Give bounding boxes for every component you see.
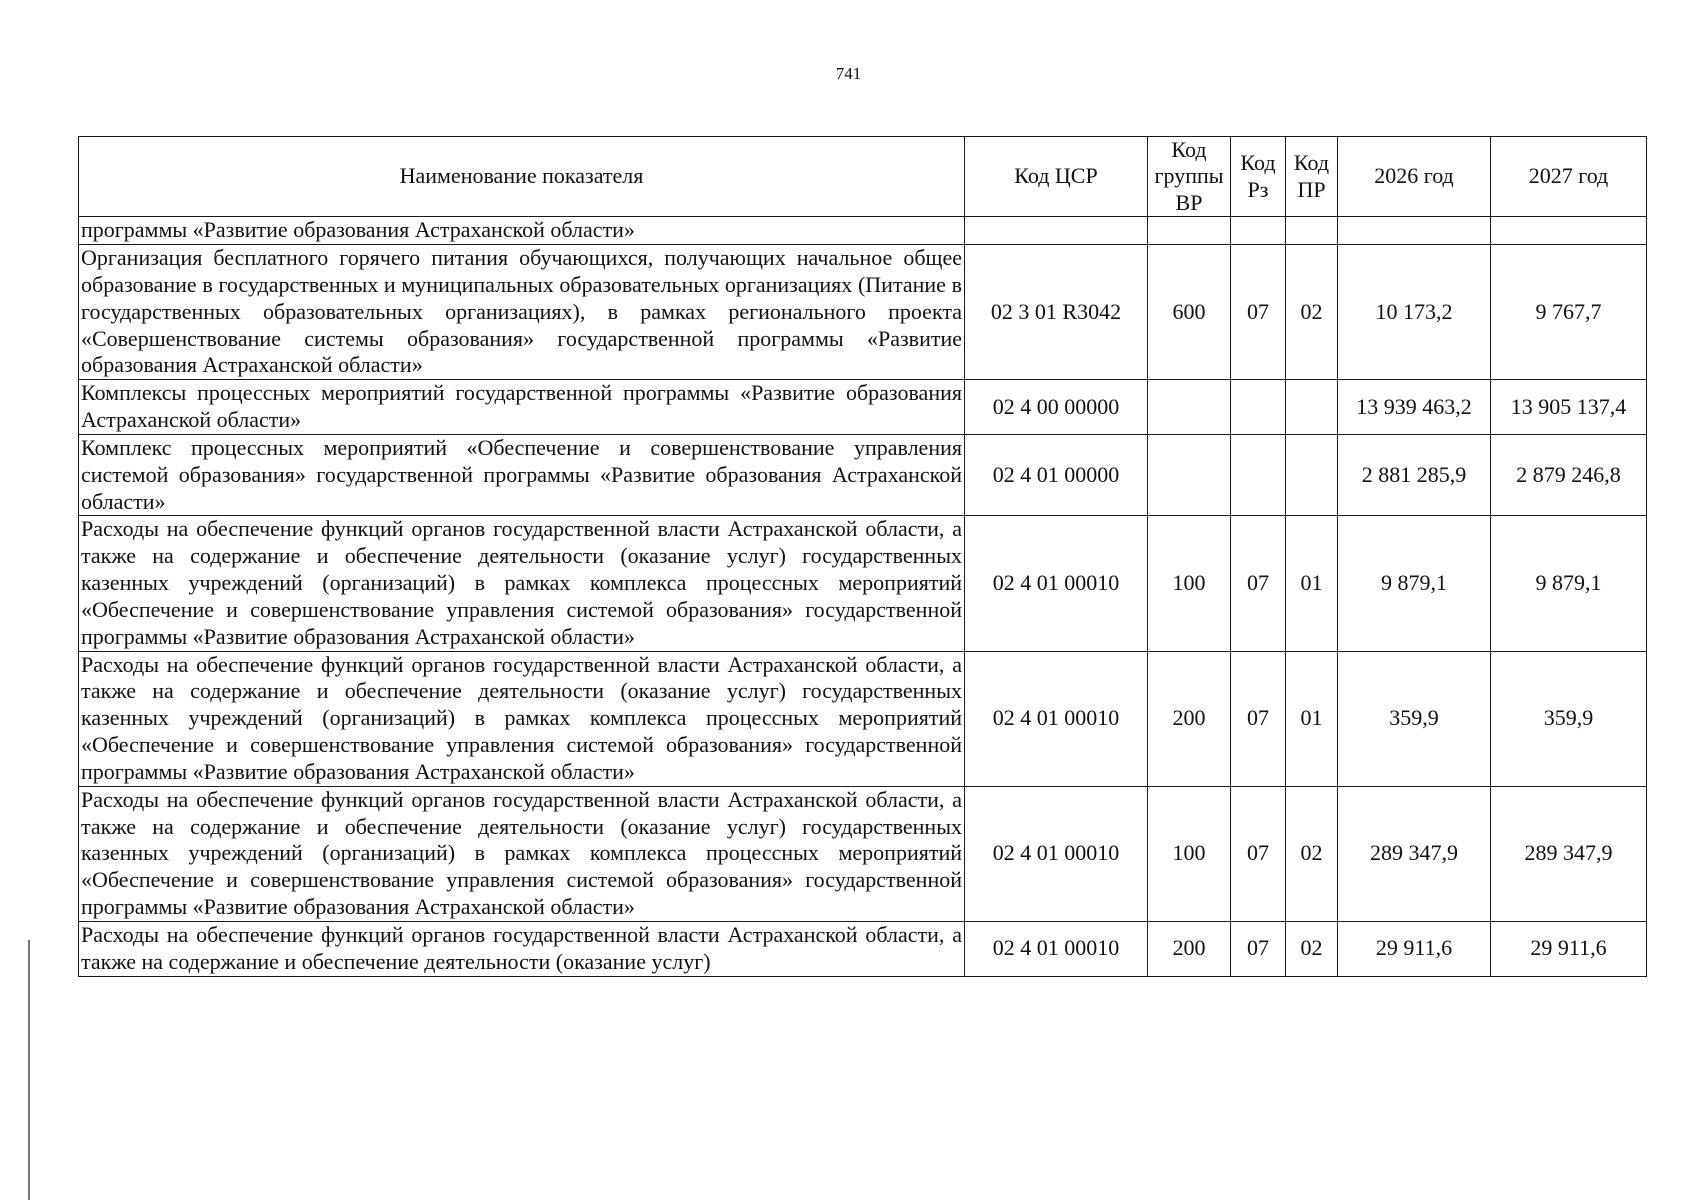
cell-pr: 01 — [1286, 516, 1338, 651]
cell-name: Организация бесплатного горячего питания обучающихся, получающих начальное общее образование в государственных и муниципальных образовательных организациях (Питание в государственных образовательных организациях), в рамках регионального проекта «Совершенствование системы образования» государственной программы «Развитие образования Астраханской области» — [79, 245, 965, 380]
header-2026: 2026 год — [1338, 137, 1491, 217]
header-pr: Код ПР — [1286, 137, 1338, 217]
header-row — [79, 137, 1647, 217]
cell-csr — [965, 217, 1148, 245]
header-rz: Код Рз — [1231, 137, 1286, 217]
cell-name: Расходы на обеспечение функций органов государственной власти Астраханской области, а также на содержание и обеспечение деятельности (оказание услуг) государственных казенных учреждений (организаций) в рамках комплекса процессных мероприятий «Обеспечение и совершенствование управления системой образования» государственной программы «Развитие образования Астраханской области» — [79, 786, 965, 921]
cell-vr: 100 — [1148, 786, 1231, 921]
cell-csr: 02 4 01 00010 — [965, 516, 1148, 651]
table-row — [79, 651, 1647, 786]
cell-rz — [1231, 434, 1286, 515]
cell-pr — [1286, 380, 1338, 435]
cell-2027: 2 879 246,8 — [1491, 434, 1647, 515]
cell-2026: 2 881 285,9 — [1338, 434, 1491, 515]
cell-pr: 02 — [1286, 921, 1338, 976]
cell-rz: 07 — [1231, 245, 1286, 380]
cell-vr — [1148, 380, 1231, 435]
cell-rz: 07 — [1231, 786, 1286, 921]
cell-2026: 9 879,1 — [1338, 516, 1491, 651]
cell-2026: 289 347,9 — [1338, 786, 1491, 921]
cell-csr: 02 4 01 00010 — [965, 921, 1148, 976]
cell-csr: 02 4 00 00000 — [965, 380, 1148, 435]
cell-vr: 600 — [1148, 245, 1231, 380]
cell-csr: 02 3 01 R3042 — [965, 245, 1148, 380]
cell-rz — [1231, 217, 1286, 245]
scan-edge-line — [28, 940, 30, 1200]
cell-vr: 100 — [1148, 516, 1231, 651]
cell-2026: 10 173,2 — [1338, 245, 1491, 380]
cell-csr: 02 4 01 00010 — [965, 786, 1148, 921]
table-row — [79, 380, 1647, 435]
cell-vr: 200 — [1148, 651, 1231, 786]
cell-csr: 02 4 01 00010 — [965, 651, 1148, 786]
cell-vr: 200 — [1148, 921, 1231, 976]
header-csr: Код ЦСР — [965, 137, 1148, 217]
cell-name: Расходы на обеспечение функций органов государственной власти Астраханской области, а также на содержание и обеспечение деятельности (оказание услуг) — [79, 921, 965, 976]
cell-vr — [1148, 434, 1231, 515]
table-row — [79, 786, 1647, 921]
cell-2027: 13 905 137,4 — [1491, 380, 1647, 435]
cell-pr: 02 — [1286, 245, 1338, 380]
page-number: 741 — [835, 64, 862, 83]
cell-2027: 29 911,6 — [1491, 921, 1647, 976]
cell-name: Комплексы процессных мероприятий государственной программы «Развитие образования Астраханской области» — [79, 380, 965, 435]
table-row — [79, 217, 1647, 245]
cell-name: Комплекс процессных мероприятий «Обеспечение и совершенствование управления системой образования» государственной программы «Развитие образования Астраханской области» — [79, 434, 965, 515]
cell-2027: 9 879,1 — [1491, 516, 1647, 651]
cell-2026 — [1338, 217, 1491, 245]
budget-table — [78, 136, 1647, 977]
cell-name: Расходы на обеспечение функций органов государственной власти Астраханской области, а также на содержание и обеспечение деятельности (оказание услуг) государственных казенных учреждений (организаций) в рамках комплекса процессных мероприятий «Обеспечение и совершенствование управления системой образования» государственной программы «Развитие образования Астраханской области» — [79, 651, 965, 786]
cell-name: программы «Развитие образования Астраханской области» — [79, 217, 965, 245]
cell-2027 — [1491, 217, 1647, 245]
header-name: Наименование показателя — [79, 137, 965, 217]
cell-pr — [1286, 217, 1338, 245]
cell-csr: 02 4 01 00000 — [965, 434, 1148, 515]
table-row — [79, 516, 1647, 651]
header-vr: Код группы ВР — [1148, 137, 1231, 217]
cell-rz: 07 — [1231, 516, 1286, 651]
cell-pr: 01 — [1286, 651, 1338, 786]
table-row — [79, 921, 1647, 976]
cell-pr: 02 — [1286, 786, 1338, 921]
cell-2027: 289 347,9 — [1491, 786, 1647, 921]
table-row — [79, 245, 1647, 380]
cell-name: Расходы на обеспечение функций органов государственной власти Астраханской области, а также на содержание и обеспечение деятельности (оказание услуг) государственных казенных учреждений (организаций) в рамках комплекса процессных мероприятий «Обеспечение и совершенствование управления системой образования» государственной программы «Развитие образования Астраханской области» — [79, 516, 965, 651]
cell-rz: 07 — [1231, 921, 1286, 976]
cell-2026: 13 939 463,2 — [1338, 380, 1491, 435]
table-row — [79, 434, 1647, 515]
cell-rz — [1231, 380, 1286, 435]
cell-pr — [1286, 434, 1338, 515]
cell-2026: 29 911,6 — [1338, 921, 1491, 976]
cell-vr — [1148, 217, 1231, 245]
header-2027: 2027 год — [1491, 137, 1647, 217]
cell-rz: 07 — [1231, 651, 1286, 786]
cell-2026: 359,9 — [1338, 651, 1491, 786]
cell-2027: 359,9 — [1491, 651, 1647, 786]
cell-2027: 9 767,7 — [1491, 245, 1647, 380]
